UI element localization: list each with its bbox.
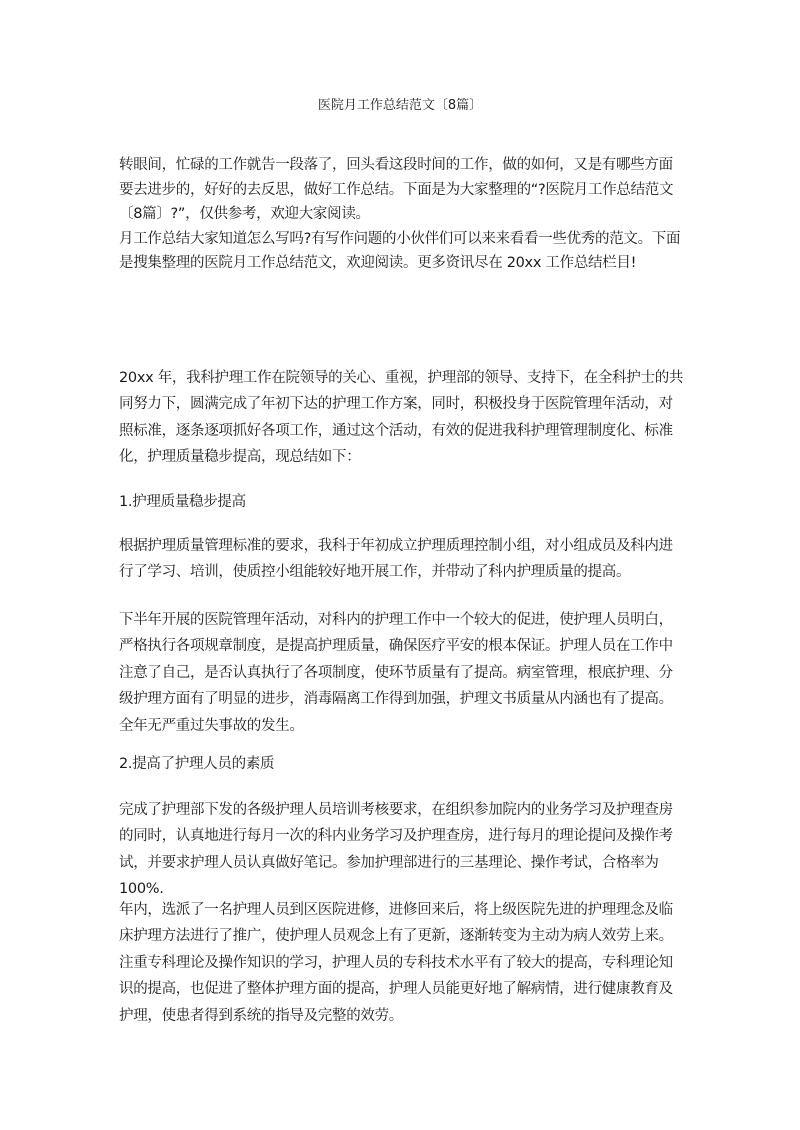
body-paragraph: 完成了护理部下发的各级护理人员培训考核要求，在组织参加院内的业务学习及护理查房的同时，认真地进行每月一次的科内业务学习及护理查房，进行每月的理论提问及操作考试，并要求护理人员认真做好笔记。参加护理部进行的三基理论、操作考试，合格率为 100%. [119,801,673,897]
body-paragraph: 20xx 年，我科护理工作在院领导的关心、重视，护理部的领导、支持下，在全科护士的共同努力下，圆满完成了年初下达的护理工作方案，同时，积极投身于医院管理年活动，对照标准，逐条逐项抓好各项工作，通过这个活动，有效的促进我科护理管理制度化、标准化，护理质量稳步提高，现总结如下： [119,369,684,465]
body-paragraph: 年内，选派了一名护理人员到区医院进修，进修回来后，将上级医院先进的护理理念及临床护理方法进行了推广，使护理人员观念上有了更新，逐渐转变为主动为病人效劳上来。注重专科理论及操作知识的学习，护理人员的专科技术水平有了较大的提高，专科理论知识的提高，也促进了整体护理方面的提高，护理人员能更好地了解病情，进行健康教育及护理，使患者得到系统的指导及完整的效劳。 [119,901,673,1024]
body-paragraph: 下半年开展的医院管理年活动，对科内的护理工作中一个较大的促进，使护理人员明白，严格执行各项规章制度，是提高护理质量，确保医疗平安的根本保证。护理人员在工作中注意了自己，是否认真执行了各项制度，使环节质量有了提高。病室管理，根底护理、分级护理方面有了明显的进步，消毒隔离工作得到加强，护理文书质量从内涵也有了提高。全年无严重过失事故的发生。 [119,611,673,734]
body-paragraph: 根据护理质量管理标准的要求，我科于年初成立护理质理控制小组，对小组成员及科内进行了学习、培训，使质控小组能较好地开展工作，并带动了科内护理质量的提高。 [119,537,673,580]
section-heading: 2.提高了护理人员的素质 [119,755,275,772]
intro-paragraph: 转眼间，忙碌的工作就告一段落了，回头看这段时间的工作，做的如何，又是有哪些方面要去进步的，好好的去反思，做好工作总结。下面是为大家整理的“?医院月工作总结范文〔8篇〕?”，仅供参考，欢迎大家阅读。 [119,157,674,222]
section-heading: 1.护理质量稳步提高 [119,493,246,510]
document-title: 医院月工作总结范文〔8篇〕 [317,98,483,113]
intro-paragraph: 月工作总结大家知道怎么写吗?有写作问题的小伙伴们可以来来看看一些优秀的范文。下面是搜集整理的医院月工作总结范文，欢迎阅读。更多资讯尽在 20xx 工作总结栏目! [119,230,681,271]
intro-section [119,153,685,276]
